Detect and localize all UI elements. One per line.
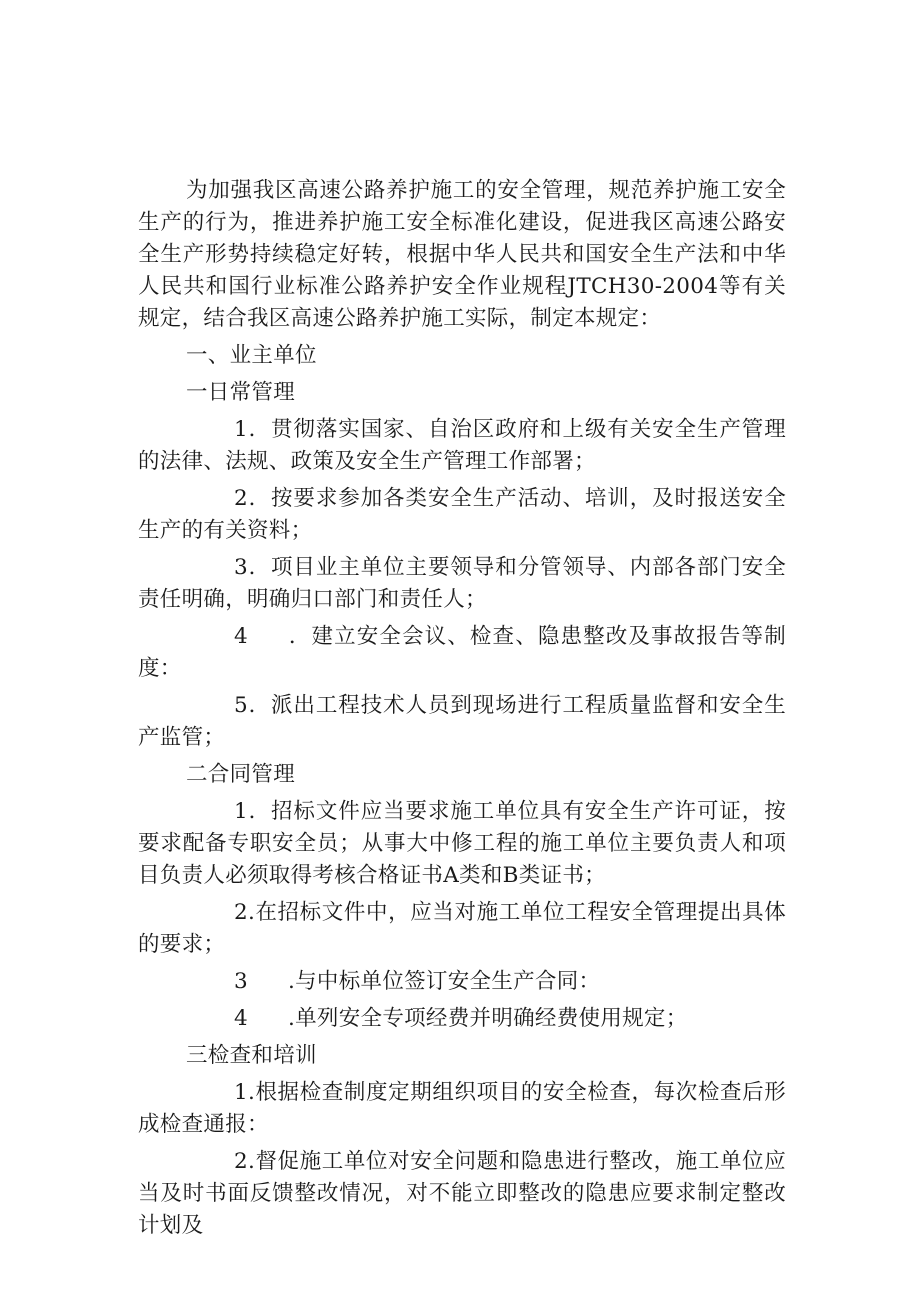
document-page [138, 175, 786, 1247]
list-item: 1．招标文件应当要求施工单位具有安全生产许可证，按要求配备专职安全员；从事大中修工程的施工单位主要负责人和项目负责人必须取得考核合格证书A类和B类证书； [138, 799, 786, 888]
list-item: 3．项目业主单位主要领导和分管领导、内部各部门安全责任明确，明确归口部门和责任人； [138, 555, 786, 612]
subsection-heading-contract-management: 二合同管理 [186, 762, 296, 787]
list-item: 5．派出工程技术人员到现场进行工程质量监督和安全生产监管； [138, 693, 786, 750]
list-item: 4 .单列安全专项经费并明确经费使用规定； [234, 1006, 688, 1031]
list-item: 2.督促施工单位对安全问题和隐患进行整改，施工单位应当及时书面反馈整改情况，对不能立即整改的隐患应要求制定整改计划及 [138, 1149, 786, 1238]
list-item: 2.在招标文件中，应当对施工单位工程安全管理提出具体的要求； [138, 900, 786, 957]
list-item: 1.根据检查制度定期组织项目的安全检查，每次检查后形成检查通报： [138, 1080, 786, 1137]
list-item: 3 .与中标单位签订安全生产合同： [234, 969, 601, 994]
subsection-heading-inspection-training: 三检查和培训 [186, 1043, 317, 1068]
section-heading-owner: 一、业主单位 [186, 343, 317, 368]
intro-paragraph: 为加强我区高速公路养护施工的安全管理，规范养护施工安全生产的行为，推进养护施工安全标准化建设，促进我区高速公路安全生产形势持续稳定好转，根据中华人民共和国安全生产法和中华人民共和国行业标准公路养护安全作业规程JTCH30-2004等有关规定，结合我区高速公路养护施工实际，制定本规定： [138, 178, 786, 331]
list-item: 4 ．建立安全会议、检查、隐患整改及事故报告等制度： [138, 624, 786, 681]
subsection-heading-daily-management: 一日常管理 [186, 380, 296, 405]
list-item: 1．贯彻落实国家、自治区政府和上级有关安全生产管理的法律、法规、政策及安全生产管理工作部署； [138, 417, 786, 474]
list-item: 2．按要求参加各类安全生产活动、培训，及时报送安全生产的有关资料； [138, 486, 786, 543]
